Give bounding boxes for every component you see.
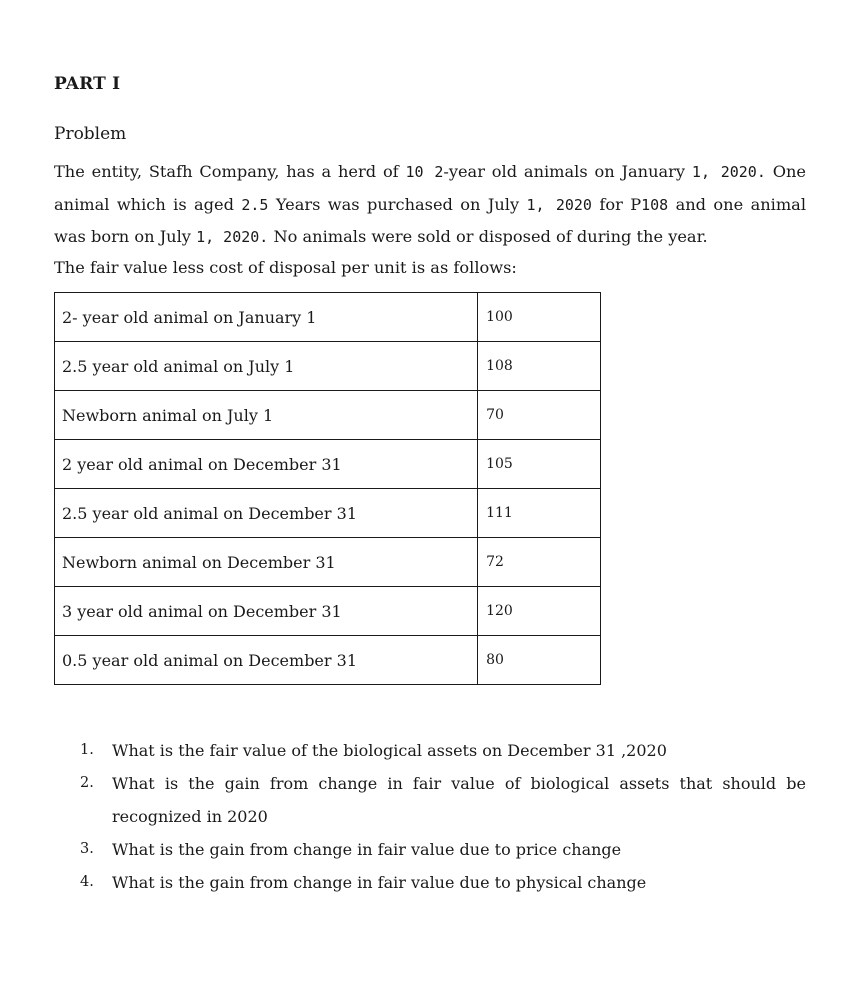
row-value: 105 xyxy=(478,440,601,489)
question-text: What is the gain from change in fair value of biological assets that should be recognized in 2020 xyxy=(112,774,806,826)
intro-text-4: Years was purchased on July xyxy=(268,194,527,214)
fair-value-intro: The fair value less cost of disposal per unit is as follows: xyxy=(54,258,517,277)
problem-paragraph xyxy=(54,156,806,254)
list-item xyxy=(54,866,806,899)
intro-num-1: 10 2 xyxy=(405,163,444,181)
row-description: Newborn animal on December 31 xyxy=(55,538,478,587)
intro-text-5: for P xyxy=(591,194,642,214)
row-value: 72 xyxy=(478,538,601,587)
fair-value-table xyxy=(54,292,601,685)
intro-text-3: One animal which is aged xyxy=(54,162,807,214)
row-value: 80 xyxy=(478,636,601,685)
table-row xyxy=(55,293,601,342)
row-description: 2- year old animal on January 1 xyxy=(55,293,478,342)
row-value: 108 xyxy=(478,342,601,391)
question-text: What is the fair value of the biological assets on December 31 ,2020 xyxy=(112,741,667,760)
row-description: 2.5 year old animal on December 31 xyxy=(55,489,478,538)
problem-label: Problem xyxy=(54,124,127,144)
intro-num-3: 2.5 xyxy=(241,195,269,214)
row-description: 2 year old animal on December 31 xyxy=(55,440,478,489)
intro-text-7: No animals were sold or disposed of during the year. xyxy=(268,227,708,246)
question-number: 1. xyxy=(80,742,94,758)
list-item xyxy=(54,767,806,833)
row-value: 111 xyxy=(478,489,601,538)
intro-num-6: 1, 2020. xyxy=(196,228,269,246)
intro-text-2: -year old animals on January xyxy=(443,162,692,181)
question-text: What is the gain from change in fair value due to physical change xyxy=(112,873,647,892)
question-number: 2. xyxy=(80,775,94,791)
row-description: 0.5 year old animal on December 31 xyxy=(55,636,478,685)
question-list xyxy=(54,734,806,899)
intro-text-1: The entity, Stafh Company, has a herd of xyxy=(54,162,406,181)
question-text: What is the gain from change in fair value due to price change xyxy=(112,840,622,859)
row-description: 3 year old animal on December 31 xyxy=(55,587,478,636)
table-row xyxy=(55,636,601,685)
question-number: 3. xyxy=(80,841,94,857)
table-row xyxy=(55,489,601,538)
row-description: 2.5 year old animal on July 1 xyxy=(55,342,478,391)
table-row xyxy=(55,391,601,440)
row-value: 70 xyxy=(478,391,601,440)
table-row xyxy=(55,440,601,489)
table-row xyxy=(55,342,601,391)
list-item xyxy=(54,734,806,767)
row-description: Newborn animal on July 1 xyxy=(55,391,478,440)
part-heading: PART I xyxy=(54,74,121,94)
table-row xyxy=(55,587,601,636)
intro-num-2: 1, 2020. xyxy=(691,163,766,181)
row-value: 120 xyxy=(478,587,601,636)
table-row xyxy=(55,538,601,587)
list-item xyxy=(54,833,806,866)
intro-num-4: 1, 2020 xyxy=(526,195,592,214)
intro-text-6: and one animal was born on July xyxy=(54,194,807,246)
question-number: 4. xyxy=(80,874,94,890)
intro-num-5: 108 xyxy=(641,195,669,214)
row-value: 100 xyxy=(478,293,601,342)
